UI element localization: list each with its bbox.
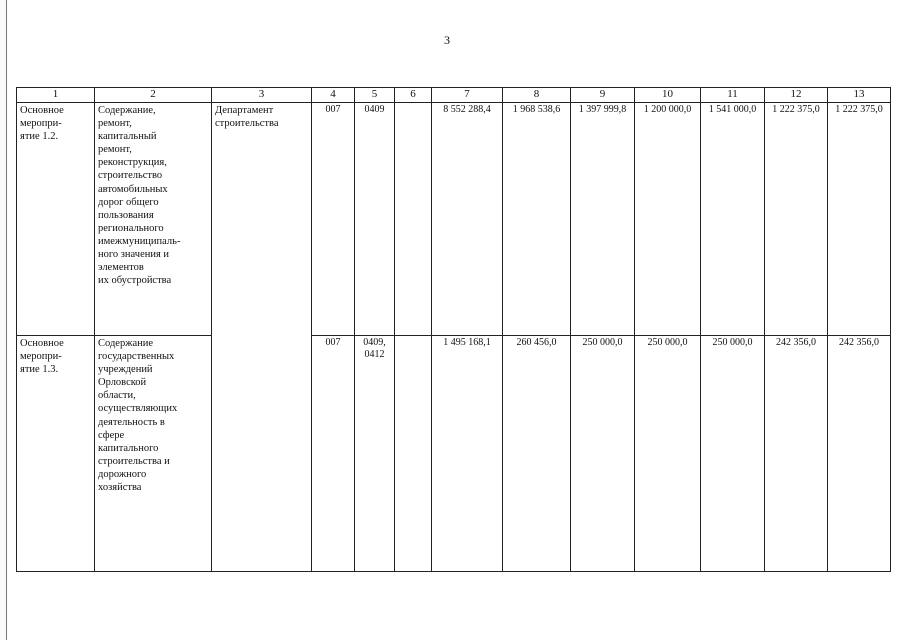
header-col-11: 11 xyxy=(701,88,765,103)
header-col-10: 10 xyxy=(635,88,701,103)
table-row xyxy=(17,102,891,335)
header-row xyxy=(17,88,891,103)
cell-code-6 xyxy=(395,102,432,335)
cell-amount-11: 250 000,0 xyxy=(701,335,765,571)
page-number: 3 xyxy=(444,33,450,47)
cell-amount-7: 8 552 288,4 xyxy=(432,102,503,335)
header-col-5: 5 xyxy=(355,88,395,103)
cell-amount-8: 1 968 538,6 xyxy=(503,102,571,335)
cell-code-4: 007 xyxy=(312,102,355,335)
header-col-9: 9 xyxy=(571,88,635,103)
cell-amount-13: 1 222 375,0 xyxy=(828,102,891,335)
cell-amount-9: 250 000,0 xyxy=(571,335,635,571)
cell-amount-8: 260 456,0 xyxy=(503,335,571,571)
header-col-3: 3 xyxy=(212,88,312,103)
header-col-8: 8 xyxy=(503,88,571,103)
event-description: Содержание государственных учреждений Орловской области, осуществляющих деятельность в сфере капитального строительства и дорожного хозяйства xyxy=(95,335,212,571)
event-name: Основное меропри- ятие 1.3. xyxy=(17,335,95,571)
header-col-6: 6 xyxy=(395,88,432,103)
header-col-7: 7 xyxy=(432,88,503,103)
header-col-1: 1 xyxy=(17,88,95,103)
cell-code-5: 0409, 0412 xyxy=(355,335,395,571)
header-col-12: 12 xyxy=(765,88,828,103)
budget-table xyxy=(16,87,891,572)
cell-amount-11: 1 541 000,0 xyxy=(701,102,765,335)
table-row xyxy=(17,335,891,571)
cell-amount-10: 1 200 000,0 xyxy=(635,102,701,335)
header-col-2: 2 xyxy=(95,88,212,103)
cell-amount-7: 1 495 168,1 xyxy=(432,335,503,571)
cell-amount-9: 1 397 999,8 xyxy=(571,102,635,335)
event-description: Содержание, ремонт, капитальный ремонт, реконструкция, строительство автомобильных дорог общего пользования регионального имежмуниципаль- ного значения и элементов их обустройства xyxy=(95,102,212,335)
responsible-department: Департамент строительства xyxy=(212,102,312,571)
scan-edge xyxy=(0,0,7,640)
cell-amount-12: 1 222 375,0 xyxy=(765,102,828,335)
cell-code-5: 0409 xyxy=(355,102,395,335)
cell-code-6 xyxy=(395,335,432,571)
event-name: Основное меропри- ятие 1.2. xyxy=(17,102,95,335)
cell-amount-10: 250 000,0 xyxy=(635,335,701,571)
header-col-13: 13 xyxy=(828,88,891,103)
cell-amount-13: 242 356,0 xyxy=(828,335,891,571)
header-col-4: 4 xyxy=(312,88,355,103)
cell-code-4: 007 xyxy=(312,335,355,571)
cell-amount-12: 242 356,0 xyxy=(765,335,828,571)
